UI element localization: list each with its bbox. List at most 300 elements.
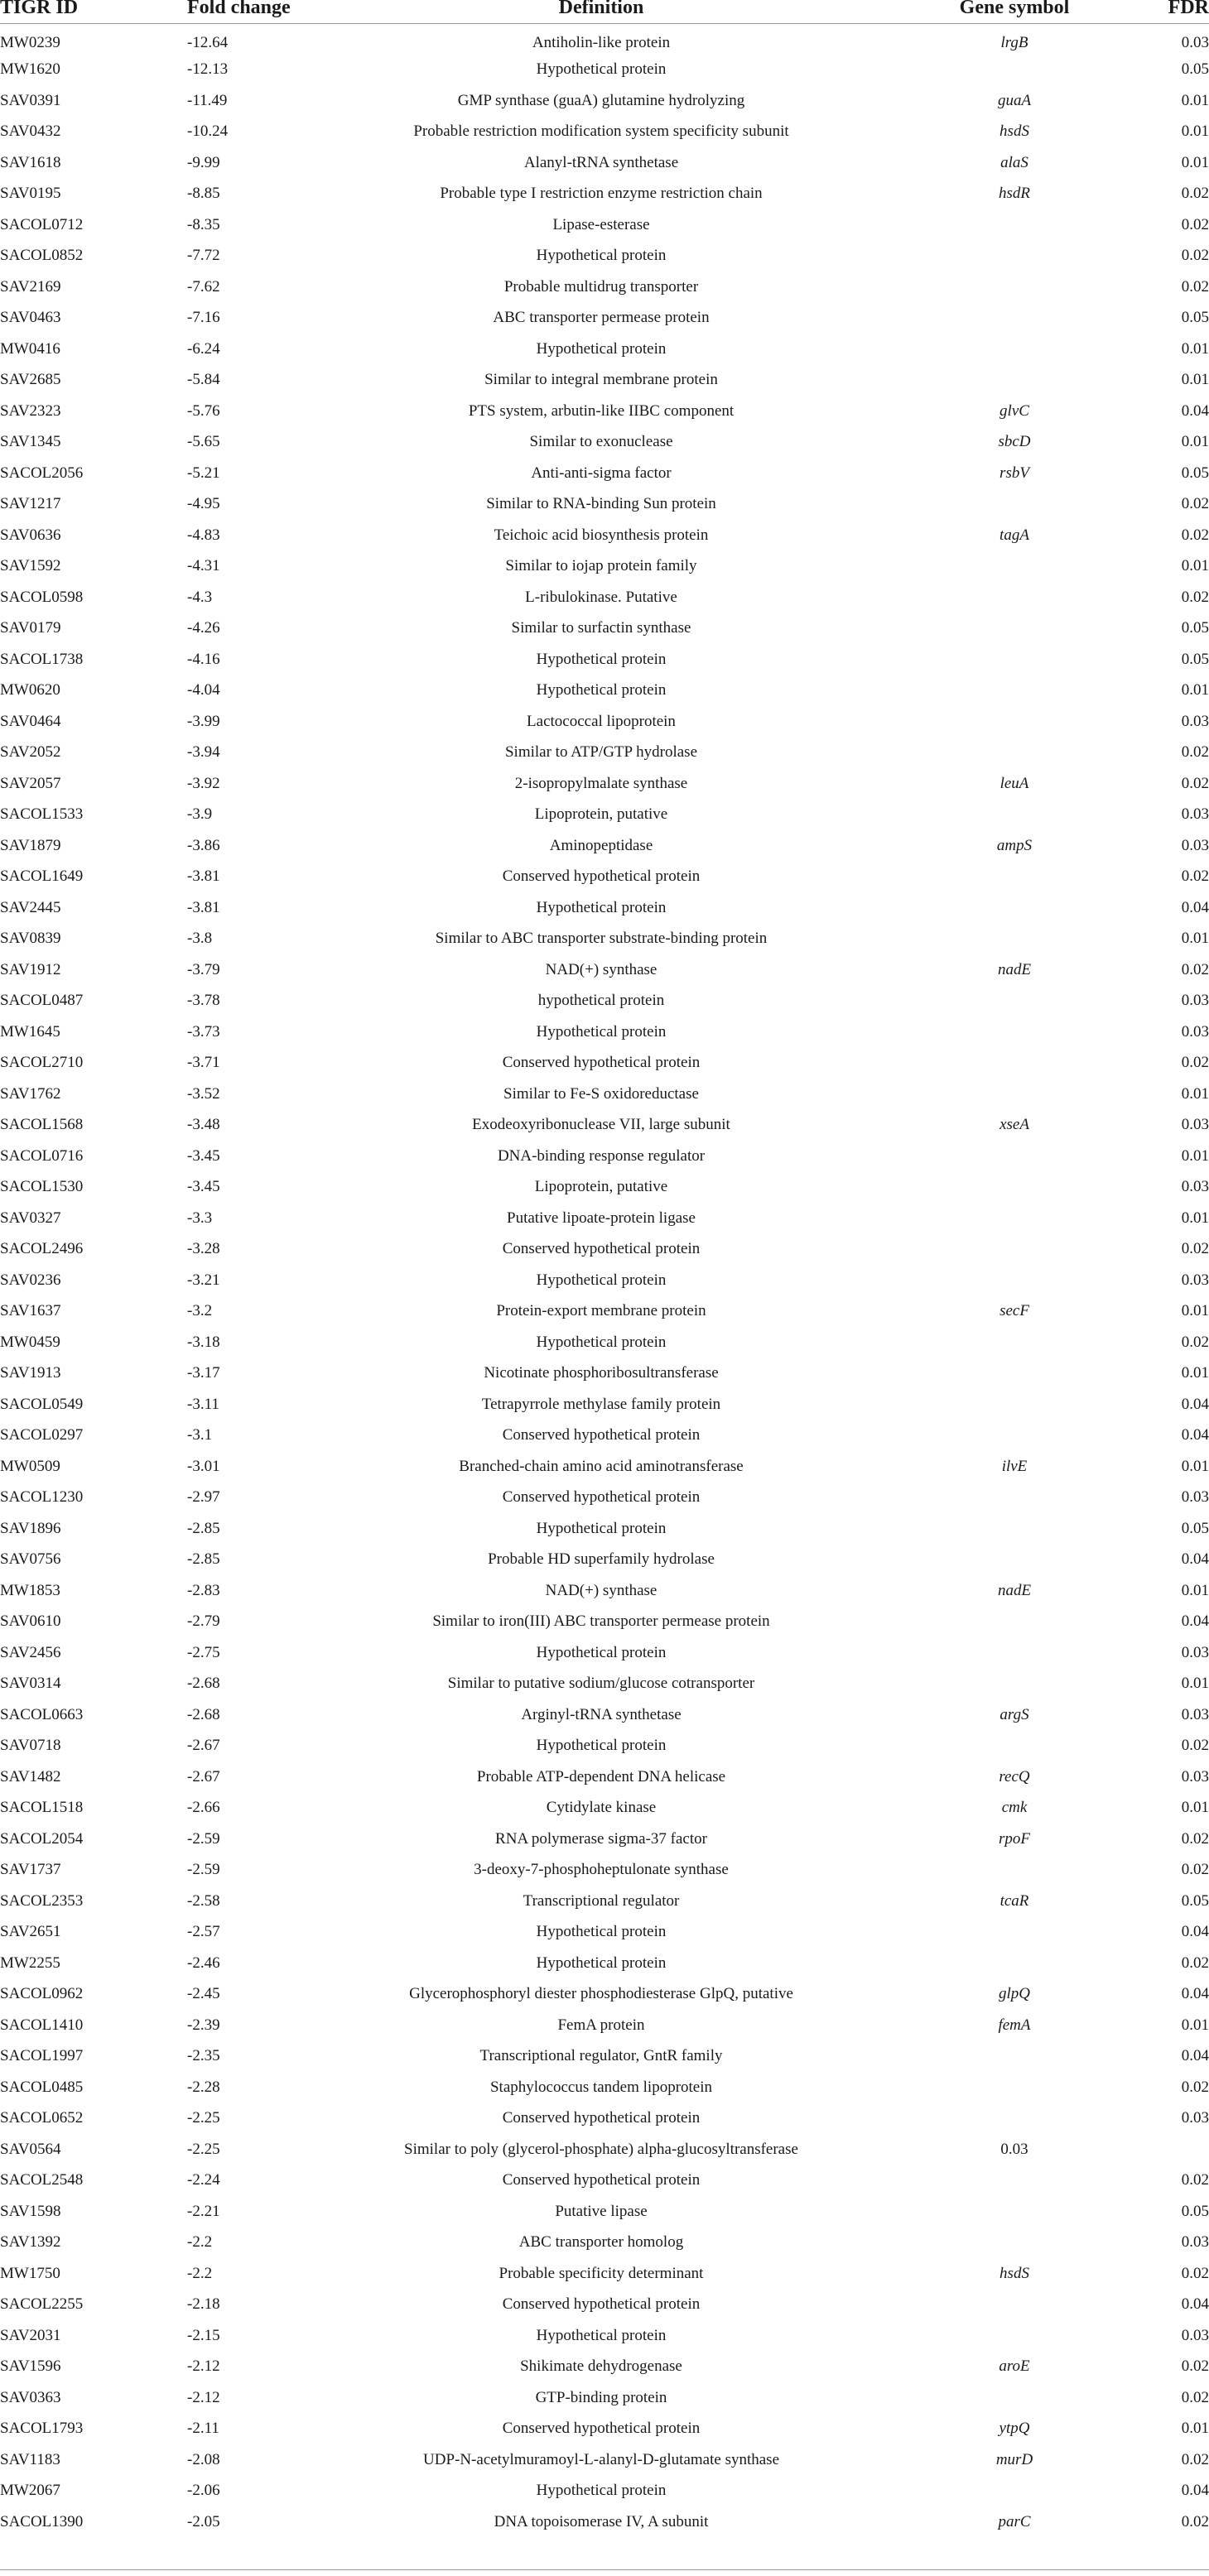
cell-definition: UDP-N-acetylmuramoyl-L-alanyl-D-glutamate synthase <box>423 2450 779 2468</box>
table-row <box>0 117 1209 148</box>
cell-gene-symbol <box>916 1141 1113 1172</box>
cell-fold-change: -3.28 <box>187 1240 220 1258</box>
table-row <box>0 1048 1209 1079</box>
cell-gene-symbol <box>916 1016 1113 1048</box>
cell-fdr: 0.02 <box>1181 2264 1209 2282</box>
table-row <box>0 582 1209 613</box>
cell-gene-symbol <box>916 209 1113 241</box>
cell-fdr: 0.01 <box>1181 2016 1209 2034</box>
cell-gene-symbol <box>916 1855 1113 1886</box>
cell-definition: Hypothetical protein <box>536 2482 667 2500</box>
cell-fdr: 0.01 <box>1181 557 1209 575</box>
cell-gene-symbol <box>916 551 1113 583</box>
cell-gene-symbol: femA <box>998 2016 1031 2034</box>
table-row <box>0 1761 1209 1793</box>
cell-definition: 3-deoxy-7-phosphoheptulonate synthase <box>474 1861 729 1879</box>
cell-tigr-id: SACOL1410 <box>0 2016 84 2034</box>
cell-fold-change: -2.67 <box>187 1767 220 1785</box>
cell-gene-symbol <box>916 2228 1113 2259</box>
cell-tigr-id: SACOL1793 <box>0 2420 84 2438</box>
cell-definition: FemA protein <box>557 2016 645 2034</box>
cell-fold-change: -4.26 <box>187 619 220 637</box>
cell-fold-change: -4.31 <box>187 557 220 575</box>
cell-tigr-id: SACOL2056 <box>0 464 84 482</box>
cell-definition: Lipoprotein, putative <box>534 805 668 824</box>
cell-tigr-id: SAV0314 <box>0 1675 61 1693</box>
table-row <box>0 1203 1209 1234</box>
cell-tigr-id: SAV1598 <box>0 2202 61 2220</box>
cell-definition: Hypothetical protein <box>536 898 667 916</box>
cell-fdr: 0.03 <box>1181 836 1209 854</box>
cell-tigr-id: SAV0464 <box>0 712 61 730</box>
cell-definition: Hypothetical protein <box>536 1519 667 1537</box>
cell-gene-symbol: secF <box>999 1302 1029 1320</box>
cell-tigr-id: SACOL1230 <box>0 1488 84 1507</box>
cell-fdr: 0.01 <box>1181 1209 1209 1227</box>
cell-definition: Shikimate dehydrogenase <box>520 2357 682 2376</box>
table-row <box>0 365 1209 396</box>
cell-fdr: 0.03 <box>1181 1767 1209 1785</box>
table-row <box>0 1451 1209 1483</box>
cell-tigr-id: SAV0636 <box>0 526 61 544</box>
table-row <box>0 2290 1209 2321</box>
cell-fdr: 0.01 <box>1181 930 1209 948</box>
cell-tigr-id: MW0239 <box>0 34 60 51</box>
cell-tigr-id: SAV1482 <box>0 1767 61 1785</box>
cell-fdr: 0.03 <box>1181 1643 1209 1661</box>
cell-definition: hypothetical protein <box>537 992 665 1010</box>
cell-fold-change: -3.1 <box>187 1426 213 1444</box>
cell-tigr-id: SAV2651 <box>0 1923 61 1941</box>
cell-gene-symbol <box>916 644 1113 675</box>
cell-fdr: 0.02 <box>1181 526 1209 544</box>
cell-tigr-id: SACOL0549 <box>0 1395 84 1413</box>
cell-definition: Nicotinate phosphoribosultransferase <box>484 1364 719 1382</box>
cell-tigr-id: SACOL1738 <box>0 650 84 668</box>
cell-fold-change: -3.71 <box>187 1054 220 1072</box>
cell-definition: Exodeoxyribonuclease VII, large subunit <box>472 1116 730 1134</box>
header-fold-change: Fold change <box>187 0 291 18</box>
cell-definition: Probable multidrug transporter <box>503 277 699 296</box>
cell-gene-symbol <box>916 2072 1113 2103</box>
cell-definition: Cytidylate kinase <box>546 1799 657 1817</box>
cell-gene-symbol <box>916 892 1113 924</box>
cell-definition: 2-isopropylmalate synthase <box>514 774 688 792</box>
cell-tigr-id: MW1620 <box>0 60 60 79</box>
cell-tigr-id: SAV0756 <box>0 1550 61 1569</box>
table-row <box>0 830 1209 862</box>
cell-fdr: 0.01 <box>1181 1084 1209 1103</box>
cell-gene-symbol <box>916 582 1113 613</box>
cell-tigr-id: SAV0564 <box>0 2140 61 2158</box>
cell-gene-symbol <box>916 1265 1113 1296</box>
cell-gene-symbol <box>916 241 1113 272</box>
cell-fdr: 0.02 <box>1181 1737 1209 1755</box>
table-row <box>0 2041 1209 2073</box>
cell-fold-change: -2.83 <box>187 1581 220 1599</box>
cell-tigr-id: SAV2169 <box>0 277 61 296</box>
cell-tigr-id: SAV0179 <box>0 619 61 637</box>
cell-fdr: 0.01 <box>1181 91 1209 109</box>
cell-fold-change: -2.25 <box>187 2109 220 2127</box>
table-row <box>0 1389 1209 1420</box>
cell-fdr: 0.01 <box>1181 1364 1209 1382</box>
cell-tigr-id: SAV2685 <box>0 371 61 389</box>
cell-definition: GTP-binding protein <box>535 2388 667 2406</box>
cell-fold-change: -4.04 <box>187 681 220 699</box>
table-row <box>0 2010 1209 2041</box>
table-row <box>0 613 1209 645</box>
cell-gene-symbol: sbcD <box>998 433 1031 451</box>
cell-tigr-id: SACOL0487 <box>0 992 84 1010</box>
cell-fdr: 0.02 <box>1181 1861 1209 1879</box>
cell-fdr: 0.03 <box>1181 1116 1209 1134</box>
cell-gene-symbol <box>916 303 1113 334</box>
cell-fold-change: -3.11 <box>187 1395 219 1413</box>
cell-fdr: 0.03 <box>1181 34 1209 51</box>
table-row <box>0 458 1209 489</box>
cell-gene-symbol <box>916 2196 1113 2228</box>
cell-fdr: 0.04 <box>1181 1550 1209 1569</box>
cell-fdr: 0.02 <box>1181 1829 1209 1848</box>
cell-fold-change: -2.79 <box>187 1612 220 1631</box>
cell-fold-change: -7.62 <box>187 277 220 296</box>
cell-gene-symbol <box>916 1917 1113 1949</box>
cell-gene-symbol <box>916 272 1113 303</box>
cell-definition: Probable specificity determinant <box>499 2264 704 2282</box>
cell-definition: Tetrapyrrole methylase family protein <box>481 1395 721 1413</box>
table-row <box>0 862 1209 893</box>
cell-tigr-id: SAV1762 <box>0 1084 61 1103</box>
cell-fdr: 0.03 <box>1181 1178 1209 1196</box>
table-row <box>0 2414 1209 2445</box>
table-row <box>0 1513 1209 1545</box>
table-row <box>0 1234 1209 1266</box>
header-definition: Definition <box>558 0 644 18</box>
cell-tigr-id: SAV1592 <box>0 557 61 575</box>
cell-definition: Probable ATP-dependent DNA helicase <box>476 1767 726 1785</box>
cell-definition: Hypothetical protein <box>536 1954 667 1972</box>
cell-tigr-id: SAV0463 <box>0 309 61 327</box>
cell-fold-change: -3.73 <box>187 1022 220 1040</box>
cell-fdr: 0.03 <box>1181 1022 1209 1040</box>
cell-gene-symbol <box>916 2320 1113 2352</box>
cell-fdr: 0.05 <box>1181 1519 1209 1537</box>
cell-tigr-id: MW1853 <box>0 1581 60 1599</box>
cell-tigr-id: SACOL1568 <box>0 1116 84 1134</box>
cell-gene-symbol <box>916 1731 1113 1762</box>
cell-gene-symbol <box>916 1545 1113 1576</box>
cell-definition: Antiholin-like protein <box>532 34 671 51</box>
cell-gene-symbol: ampS <box>996 836 1033 854</box>
cell-definition: Hypothetical protein <box>536 1333 667 1351</box>
table-row <box>0 675 1209 707</box>
cell-fdr: 0.04 <box>1181 401 1209 420</box>
cell-tigr-id: SACOL0485 <box>0 2078 84 2096</box>
cell-definition: Conserved hypothetical protein <box>502 1240 701 1258</box>
cell-fdr: 0.01 <box>1181 1302 1209 1320</box>
cell-gene-symbol <box>916 2165 1113 2197</box>
cell-fdr: 0.03 <box>1181 1488 1209 1507</box>
cell-definition: Teichoic acid biosynthesis protein <box>494 526 709 544</box>
table-row <box>0 2103 1209 2135</box>
cell-gene-symbol <box>916 1389 1113 1420</box>
table-row <box>0 520 1209 551</box>
cell-gene-symbol <box>916 1327 1113 1358</box>
cell-tigr-id: SAV1345 <box>0 433 61 451</box>
table-row <box>0 892 1209 924</box>
table-row <box>0 738 1209 769</box>
cell-fold-change: -2.24 <box>187 2171 220 2189</box>
cell-fdr: 0.04 <box>1181 1426 1209 1444</box>
cell-tigr-id: SACOL0716 <box>0 1146 84 1165</box>
cell-fdr: 0.03 <box>1181 712 1209 730</box>
cell-definition: Conserved hypothetical protein <box>502 1488 701 1507</box>
table-row <box>0 1699 1209 1731</box>
cell-definition: Hypothetical protein <box>536 1271 667 1289</box>
cell-fold-change: -3.45 <box>187 1178 220 1196</box>
cell-gene-symbol <box>916 1048 1113 1079</box>
cell-fold-change: -10.24 <box>187 123 229 141</box>
cell-gene-symbol <box>916 1637 1113 1669</box>
cell-tigr-id: SACOL0712 <box>0 215 84 233</box>
cell-fold-change: -2.12 <box>187 2388 220 2406</box>
cell-fold-change: -3.86 <box>187 836 220 854</box>
cell-fold-change: -5.84 <box>187 371 220 389</box>
cell-fold-change: -8.35 <box>187 215 220 233</box>
cell-fold-change: -2.97 <box>187 1488 220 1507</box>
cell-fold-change: -6.24 <box>187 339 220 358</box>
cell-fold-change: -2.21 <box>187 2202 220 2220</box>
cell-fdr: 0.02 <box>1181 2171 1209 2189</box>
cell-tigr-id: SACOL2548 <box>0 2171 84 2189</box>
cell-fdr: 0.04 <box>1181 1923 1209 1941</box>
table-row <box>0 1575 1209 1607</box>
cell-definition: NAD(+) synthase <box>545 960 657 978</box>
cell-fdr: 0.05 <box>1181 309 1209 327</box>
cell-gene-symbol: glpQ <box>999 1985 1030 2003</box>
cell-definition: Conserved hypothetical protein <box>502 2295 701 2314</box>
cell-gene-symbol <box>916 1203 1113 1234</box>
cell-fdr: 0.01 <box>1181 433 1209 451</box>
cell-fdr: 0.05 <box>1181 619 1209 637</box>
cell-fold-change: -2.2 <box>187 2264 213 2282</box>
cell-tigr-id: SAV2323 <box>0 401 61 420</box>
table-row <box>0 179 1209 210</box>
cell-definition: Aminopeptidase <box>549 836 653 854</box>
table-row <box>0 1327 1209 1358</box>
cell-fold-change: -11.49 <box>187 91 228 109</box>
table-row <box>0 2444 1209 2476</box>
table-row <box>0 1016 1209 1048</box>
cell-fold-change: -5.21 <box>187 464 220 482</box>
cell-gene-symbol <box>916 1172 1113 1204</box>
cell-fold-change: -3.81 <box>187 867 220 886</box>
cell-fold-change: -2.75 <box>187 1643 220 1661</box>
cell-gene-symbol <box>916 986 1113 1017</box>
cell-tigr-id: SAV0195 <box>0 185 61 203</box>
cell-fold-change: -3.92 <box>187 774 220 792</box>
cell-definition: Similar to exonuclease <box>529 433 673 451</box>
cell-gene-symbol: tcaR <box>999 1891 1029 1910</box>
table-row <box>0 489 1209 521</box>
cell-tigr-id: SAV1912 <box>0 960 61 978</box>
cell-tigr-id: SAV1618 <box>0 153 61 171</box>
table-row <box>0 1141 1209 1172</box>
cell-fdr: 0.01 <box>1181 1457 1209 1475</box>
table-header <box>0 0 1209 23</box>
cell-definition: Similar to ATP/GTP hydrolase <box>504 743 698 762</box>
cell-fdr: 0.04 <box>1181 2482 1209 2500</box>
cell-tigr-id: SAV1737 <box>0 1861 61 1879</box>
cell-fdr: 0.02 <box>1181 185 1209 203</box>
cell-fold-change: -9.99 <box>187 153 220 171</box>
cell-fold-change: -4.3 <box>187 588 213 606</box>
table-row <box>0 706 1209 738</box>
cell-fdr: 0.02 <box>1181 215 1209 233</box>
cell-fold-change: -3.78 <box>187 992 220 1010</box>
table-row <box>0 1110 1209 1141</box>
cell-fdr: 0.03 <box>1181 2233 1209 2252</box>
cell-fold-change: -3.81 <box>187 898 220 916</box>
cell-definition: Alanyl-tRNA synthetase <box>523 153 679 171</box>
cell-fdr: 0.05 <box>1181 1891 1209 1910</box>
cell-definition: Hypothetical protein <box>536 1022 667 1040</box>
cell-tigr-id: SAV0363 <box>0 2388 61 2406</box>
cell-tigr-id: SACOL1649 <box>0 867 84 886</box>
cell-definition: PTS system, arbutin-like IIBC component <box>468 401 735 420</box>
cell-fold-change: -7.16 <box>187 309 220 327</box>
cell-fdr: 0.02 <box>1181 1054 1209 1072</box>
cell-fold-change: -3.17 <box>187 1364 220 1382</box>
cell-tigr-id: SACOL0663 <box>0 1705 84 1723</box>
cell-tigr-id: SACOL0962 <box>0 1985 84 2003</box>
cell-gene-symbol <box>916 924 1113 955</box>
cell-definition: Lipase-esterase <box>552 215 650 233</box>
cell-definition: Hypothetical protein <box>536 681 667 699</box>
cell-definition: Hypothetical protein <box>536 339 667 358</box>
cell-definition: Hypothetical protein <box>536 1923 667 1941</box>
cell-gene-symbol: guaA <box>997 91 1032 109</box>
cell-definition: NAD(+) synthase <box>545 1581 657 1599</box>
cell-definition: DNA topoisomerase IV, A subunit <box>494 2512 709 2530</box>
table-row <box>0 1793 1209 1824</box>
cell-tigr-id: SACOL2496 <box>0 1240 84 1258</box>
table-row <box>0 85 1209 117</box>
cell-definition: Conserved hypothetical protein <box>502 1426 701 1444</box>
cell-gene-symbol <box>916 365 1113 396</box>
cell-tigr-id: SAV2445 <box>0 898 61 916</box>
cell-definition: Probable type I restriction enzyme restriction chain <box>440 185 763 203</box>
cell-gene-symbol: rsbV <box>999 464 1029 482</box>
cell-tigr-id: SAV0839 <box>0 930 61 948</box>
table-row <box>0 1824 1209 1855</box>
cell-definition: RNA polymerase sigma-37 factor <box>495 1829 707 1848</box>
cell-tigr-id: MW0620 <box>0 681 60 699</box>
table-row <box>0 1669 1209 1700</box>
cell-gene-symbol: rpoF <box>999 1829 1030 1848</box>
cell-tigr-id: SAV0391 <box>0 91 61 109</box>
cell-gene-symbol <box>916 738 1113 769</box>
cell-gene-symbol: lrgB <box>1000 34 1028 51</box>
cell-definition: Transcriptional regulator <box>523 1891 680 1910</box>
cell-definition: L-ribulokinase. Putative <box>525 588 677 606</box>
cell-tigr-id: MW1750 <box>0 2264 60 2282</box>
cell-gene-symbol: recQ <box>999 1767 1030 1785</box>
cell-tigr-id: SAV0610 <box>0 1612 61 1631</box>
cell-fold-change: -2.59 <box>187 1829 220 1848</box>
table-row <box>0 924 1209 955</box>
table-row <box>0 2165 1209 2197</box>
cell-definition: Putative lipoate-protein ligase <box>507 1209 696 1227</box>
cell-definition: Lactococcal lipoprotein <box>527 712 676 730</box>
cell-gene-symbol <box>916 489 1113 521</box>
table-body <box>0 23 1209 2538</box>
cell-gene-symbol <box>916 706 1113 738</box>
cell-tigr-id: SAV1913 <box>0 1364 61 1382</box>
cell-gene-symbol: aroE <box>999 2357 1030 2376</box>
cell-fdr: 0.01 <box>1181 1799 1209 1817</box>
cell-gene-symbol <box>916 1513 1113 1545</box>
cell-fdr: 0.05 <box>1181 650 1209 668</box>
cell-fold-change: -3.2 <box>187 1302 213 1320</box>
cell-fdr: 0.04 <box>1181 1985 1209 2003</box>
table-row <box>0 2196 1209 2228</box>
cell-fdr: 0.05 <box>1181 60 1209 79</box>
cell-definition: Similar to RNA-binding Sun protein <box>486 495 716 513</box>
cell-fdr: 0.05 <box>1181 2202 1209 2220</box>
table-row <box>0 303 1209 334</box>
cell-gene-symbol <box>916 675 1113 707</box>
cell-tigr-id: SAV2052 <box>0 743 61 762</box>
cell-tigr-id: SAV0432 <box>0 123 61 141</box>
cell-fdr: 0.01 <box>1181 1146 1209 1165</box>
table-row <box>0 55 1209 86</box>
cell-definition: Similar to surfactin synthase <box>511 619 691 637</box>
table-row <box>0 209 1209 241</box>
cell-tigr-id: SACOL2054 <box>0 1829 84 1848</box>
cell-tigr-id: SAV2456 <box>0 1643 61 1661</box>
cell-fold-change: -2.66 <box>187 1799 220 1817</box>
cell-gene-symbol: glvC <box>999 401 1029 420</box>
cell-fold-change: -2.12 <box>187 2357 220 2376</box>
cell-fdr: 0.01 <box>1181 153 1209 171</box>
table-row <box>0 2382 1209 2414</box>
cell-fold-change: -12.64 <box>187 34 229 51</box>
cell-fdr: 0.02 <box>1181 588 1209 606</box>
table-row <box>0 1420 1209 1452</box>
cell-fold-change: -2.08 <box>187 2450 220 2468</box>
cell-fold-change: -3.8 <box>187 930 213 948</box>
cell-definition: Probable restriction modification system specificity subunit <box>413 123 789 141</box>
cell-tigr-id: SACOL1390 <box>0 2512 84 2530</box>
table-row <box>0 2352 1209 2383</box>
cell-gene-symbol <box>916 800 1113 831</box>
cell-fdr <box>1113 2134 1209 2165</box>
cell-definition: Similar to integral membrane protein <box>484 371 718 389</box>
table-row <box>0 1079 1209 1110</box>
cell-fdr: 0.01 <box>1181 681 1209 699</box>
table-row <box>0 1886 1209 1917</box>
header-tigr-id: TIGR ID <box>0 0 79 18</box>
cell-tigr-id: SACOL0297 <box>0 1426 84 1444</box>
cell-tigr-id: SACOL1518 <box>0 1799 84 1817</box>
cell-tigr-id: SACOL2353 <box>0 1891 84 1910</box>
cell-fold-change: -2.68 <box>187 1705 220 1723</box>
cell-fdr: 0.02 <box>1181 1954 1209 1972</box>
cell-fold-change: -2.2 <box>187 2233 213 2252</box>
cell-fold-change: -2.85 <box>187 1550 220 1569</box>
